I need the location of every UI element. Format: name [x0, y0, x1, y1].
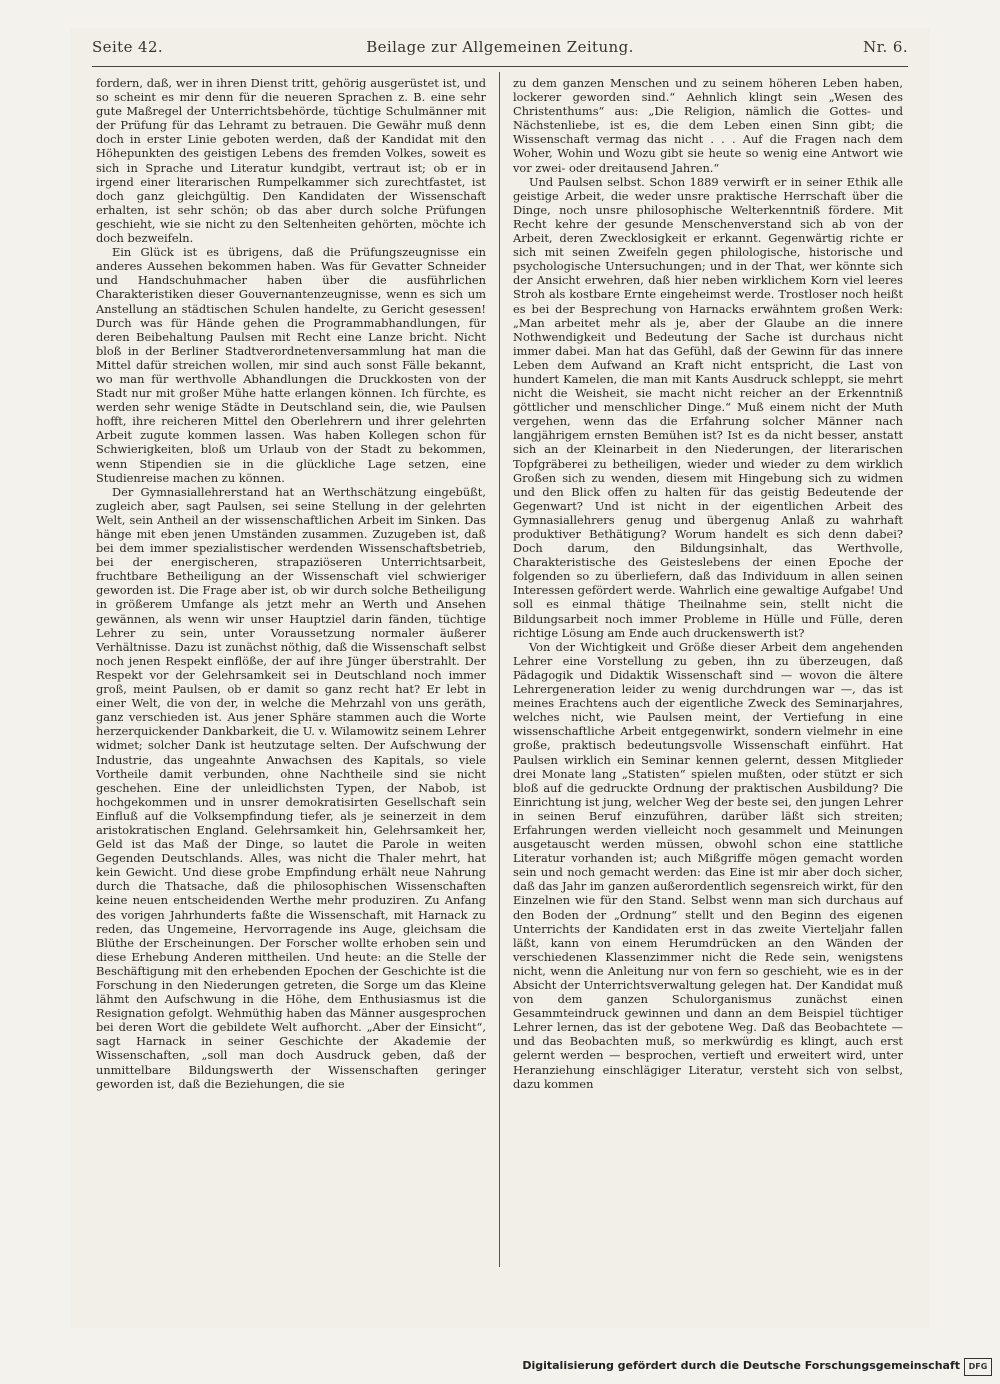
newspaper-title: Beilage zur Allgemeinen Zeitung. — [366, 38, 634, 56]
funding-note: Digitalisierung gefördert durch die Deutsche Forschungsgemeinschaft — [522, 1359, 960, 1372]
newspaper-page — [70, 28, 930, 1328]
right-column — [513, 76, 903, 1268]
dfg-logo: DFG — [964, 1358, 992, 1376]
digitization-footer — [0, 1355, 1000, 1383]
header-rule — [92, 66, 908, 67]
left-column — [96, 76, 486, 1268]
paragraph: Der Gymnasiallehrerstand hat an Werthschätzung eingebüßt, zugleich aber, sagt Paulsen, sei seine Stellung in der gelehrten Welt, sein Antheil an der wissenschaftlichen Arbeit im Sinken. Das hänge mit eben jenen Umständen zusammen. Zuzugeben ist, daß bei dem immer spezialistischer werdenden Wissenschaftsbetrieb, bei der energischeren, strapaziöseren Unterrichtsarbeit, fruchtbare Betheiligung an der Wissenschaft viel schwieriger geworden ist. Die Frage aber ist, ob wir durch solche Betheiligung in größerem Umfange als jetzt mehr an Werth und Ansehen gewännen, als wenn wir unser Hauptziel darin fänden, tüchtige Lehrer zu sein, unter Voraussetzung normaler äußerer Verhältnisse. Dazu ist zunächst nöthig, daß die Wissenschaft selbst noch jenen Respekt einflöße, der auf ihre Jünger überstrahlt. Der Respekt vor der Gelehrsamkeit sei in Deutschland noch immer groß, meint Paulsen, ob er damit so ganz recht hat? Er lebt in einer Welt, die von der, in welche die Mehrzahl von uns geräth, ganz verschieden ist. Aus jener Sphäre stammen auch die Worte herzerquickender Dankbarkeit, die U. v. Wilamowitz seinem Lehrer widmet; solcher Dank ist heutzutage selten. Der Aufschwung der Industrie, das ungeahnte Anwachsen des Kapitals, so viele Vortheile damit verbunden, ohne Nachtheile sind sie nicht geschehen. Eine der unleidlichsten Typen, der Nabob, ist hochgekommen und in unsrer demokratisirten Gesellschaft sein Einfluß auf die Volksempfindung tiefer, als je seinerzeit in dem aristokratischen England. Gelehrsamkeit hin, Gelehrsamkeit her, Geld ist das Maß der Dinge, so lautet die Parole in weiten Gegenden Deutschlands. Alles, was nicht die Thaler mehrt, hat kein Gewicht. Und diese grobe Empfindung erhält neue Nahrung durch die Thatsache, daß die philosophischen Wissenschaften keine neuen entscheidenden Werthe mehr produziren. Zu Anfang des vorigen Jahrhunderts faßte die Wissenschaft, mit Harnack zu reden, das Ungemeine, Hervorragende ins Auge, gleichsam die Blüthe der Erscheinungen. Der Forscher wollte erhoben sein und diese Erhebung Anderen mittheilen. Und heute: an die Stelle der Beschäftigung mit den erhebenden Epochen der Geschichte ist die Forschung in den Niederungen getreten, die Sorge um das Kleine lähmt den Aufschwung in die Höhe, dem Enthusiasmus ist die Resignation gefolgt. Wehmüthig haben das Männer ausgesprochen bei deren Wort die gebildete Welt aufhorcht. „Aber der Einsicht“, sagt Harnack in seiner Geschichte der Akademie der Wissenschaften, „soll man doch Ausdruck geben, daß der unmittelbare Bildungswerth der Wissenschaften geringer geworden ist, daß die Beziehungen, die sie — [96, 484, 486, 1091]
paragraph: fordern, daß, wer in ihren Dienst tritt, gehörig ausgerüstet ist, und so scheint es mir denn für die neueren Sprachen z. B. eine sehr gute Maßregel der Unterrichtsbehörde, tüchtige Schulmänner mit der Prüfung für das Lehramt zu betrauen. Die Gewähr muß denn doch in erster Linie geboten werden, daß der Kandidat mit den Höhepunkten des geistigen Lebens des fremden Volkes, soweit es sich in Sprache und Literatur kundgibt, vertraut ist; ob er in irgend einer literarischen Rumpelkammer sich zurechtfastet, ist doch ganz gleichgültig. Den Kandidaten der Wissenschaft erhalten, ist sehr schön; ob das aber durch solche Prüfungen geschieht, wie sie nicht zu den Seltenheiten gehörten, möchte ich doch bezweifeln. — [96, 76, 486, 246]
issue-number: Nr. 6. — [863, 38, 908, 56]
paragraph: Und Paulsen selbst. Schon 1889 verwirft er in seiner Ethik alle geistige Arbeit, die weder unsre praktische Herrschaft über die Dinge, noch unsre philosophische Welterkenntniß fördere. Mit Recht kehre der gesunde Menschenverstand sich ab von der Arbeit, deren Zwecklosigkeit er erkannt. Gegenwärtig richte er sich mit seinen Zweifeln gegen philologische, historische und psychologische Untersuchungen; und in der That, wer könnte sich der Ansicht erwehren, daß hier neben wirklichem Korn viel leeres Stroh als kostbare Ernte eingeheimst werde. Trostloser noch heißt es bei der Besprechung von Harnacks erwähntem großen Werk: „Man arbeitet mehr als je, aber der Glaube an die innere Nothwendigkeit und Bedeutung der Sache ist durchaus nicht immer dabei. Man hat das Gefühl, daß der Gewinn für das innere Leben dem Aufwand an Kraft nicht entspricht, die Last von hundert Kamelen, die man mit Kants Ausdruck schleppt, sie mehrt nicht die Weisheit, sie macht nicht reicher an der Erkenntniß göttlicher und menschlicher Dinge.“ Muß einem nicht der Muth vergehen, wenn das die Erfahrung solcher Männer nach langjährigem ernsten Bemühen ist? Ist es da nicht besser, anstatt sich an der Kleinarbeit in den Niederungen, der literarischen Topfgräberei zu betheiligen, wieder und wieder zu dem wirklich Großen sich zu wenden, diesem mit Hingebung sich zu widmen und den Blick offen zu halten für das geistig Bedeutende der Gegenwart? Und ist nicht in der eigentlichen Arbeit des Gymnasiallehrers genug und übergenug Anlaß zu wahrhaft produktiver Bethätigung? Worum handelt es sich denn dabei? Doch darum, den Bildungsinhalt, das Werthvolle, Charakteristische des Geisteslebens der einen Epoche der folgenden so zu überliefern, daß das Individuum in allen seinen Interessen gefördert werde. Wahrlich eine gewaltige Aufgabe! Und soll es einmal thätige Theilnahme sein, stellt nicht die Bildungsarbeit noch immer Probleme in Hülle und Fülle, deren richtige Lösung am Ende auch druckenswerth ist? — [513, 174, 903, 640]
page-header — [92, 38, 908, 62]
column-divider — [499, 72, 500, 1267]
page-number: Seite 42. — [92, 38, 164, 56]
paragraph: zu dem ganzen Menschen und zu seinem höheren Leben haben, lockerer geworden sind.“ Aehnlich klingt sein „Wesen des Christenthums“ aus: „Die Religion, nämlich die Gottes- und Nächstenliebe, ist es, die dem Leben einen Sinn gibt; die Wissenschaft vermag das nicht . . . Auf die Fragen nach dem Woher, Wohin und Wozu gibt sie heute so wenig eine Antwort wie vor zwei- oder dreitausend Jahren.“ — [513, 76, 903, 175]
paragraph: Von der Wichtigkeit und Größe dieser Arbeit dem angehenden Lehrer eine Vorstellung zu geben, ihn zu überzeugen, daß Pädagogik und Didaktik Wissenschaft sind — wovon die ältere Lehrergeneration leider zu wenig durchdrungen war —, das ist meines Erachtens auch der eigentliche Zweck des Seminarjahres, welches nicht, wie Paulsen meint, der Vertiefung in eine wissenschaftliche Arbeit entgegenwirkt, sondern vielmehr in eine große, praktisch bedeutungsvolle Wissenschaft einführt. Hat Paulsen wirklich ein Seminar kennen gelernt, dessen Mitglieder drei Monate lang „Statisten“ spielen mußten, oder stützt er sich bloß auf die gedruckte Ordnung der praktischen Ausbildung? Die Einrichtung ist jung, welcher Weg der beste sei, den jungen Lehrer in seinen Beruf einzuführen, darüber läßt sich streiten; Erfahrungen werden vielleicht noch gesammelt und Meinungen ausgetauscht werden müssen, obwohl schon eine stattliche Literatur vorhanden ist; auch Mißgriffe mögen gemacht worden sein und noch gemacht werden: das Eine ist mir aber doch sicher, daß das Jahr im ganzen außerordentlich segensreich wirkt, für den Einzelnen wie für den Stand. Selbst wenn man sich durchaus auf den Boden der „Ordnung“ stellt und den Beginn des eigenen Unterrichts der Kandidaten erst in das zweite Vierteljahr fallen läßt, kann von einem Herumdrücken an den Wänden der verschiedenen Klassenzimmer nicht die Rede sein, wenigstens nicht, wenn die Anleitung nur von fern so geschieht, wie es in der Absicht der Unterrichtsverwaltung gelegen hat. Der Kandidat muß von dem ganzen Schulorganismus zunächst einen Gesammteindruck gewinnen und dann an dem Beispiel tüchtiger Lehrer lernen, das ist der gebotene Weg. Daß das Beobachtete — und das Beobachten muß, so merkwürdig es klingt, auch erst gelernt werden — besprochen, vertieft und erweitert wird, unter Heranziehung einschlägiger Literatur, versteht sich von selbst, dazu kommen — [513, 639, 903, 1091]
paragraph: Ein Glück ist es übrigens, daß die Prüfungszeugnisse ein anderes Aussehen bekommen haben. Was für Gevatter Schneider und Handschuhmacher haben über die ausführlichen Charakteristiken dieser Gouvernantenzeugnisse, wenn es sich um Anstellung an städtischen Schulen handelte, zu Gericht gesessen! Durch was für Hände gehen die Programmabhandlungen, für deren Beibehaltung Paulsen mit Recht eine Lanze bricht. Nicht bloß in der Berliner Stadtverordnetenversammlung hat man die Mittel dafür streichen wollen, mir sind auch sonst Fälle bekannt, wo man für werthvolle Abhandlungen die Druckkosten von der Stadt nur mit großer Mühe hatte erlangen können. Ich fürchte, es werden sehr wenige Städte in Deutschland sein, die, wie Paulsen hofft, ihre reicheren Mittel den Oberlehrern und ihrer gelehrten Arbeit zugute kommen lassen. Was haben Kollegen schon für Schwierigkeiten, bloß um Urlaub von der Stadt zu bekommen, wenn Stipendien sie in die glückliche Lage setzen, eine Studienreise machen zu können. — [96, 245, 486, 485]
